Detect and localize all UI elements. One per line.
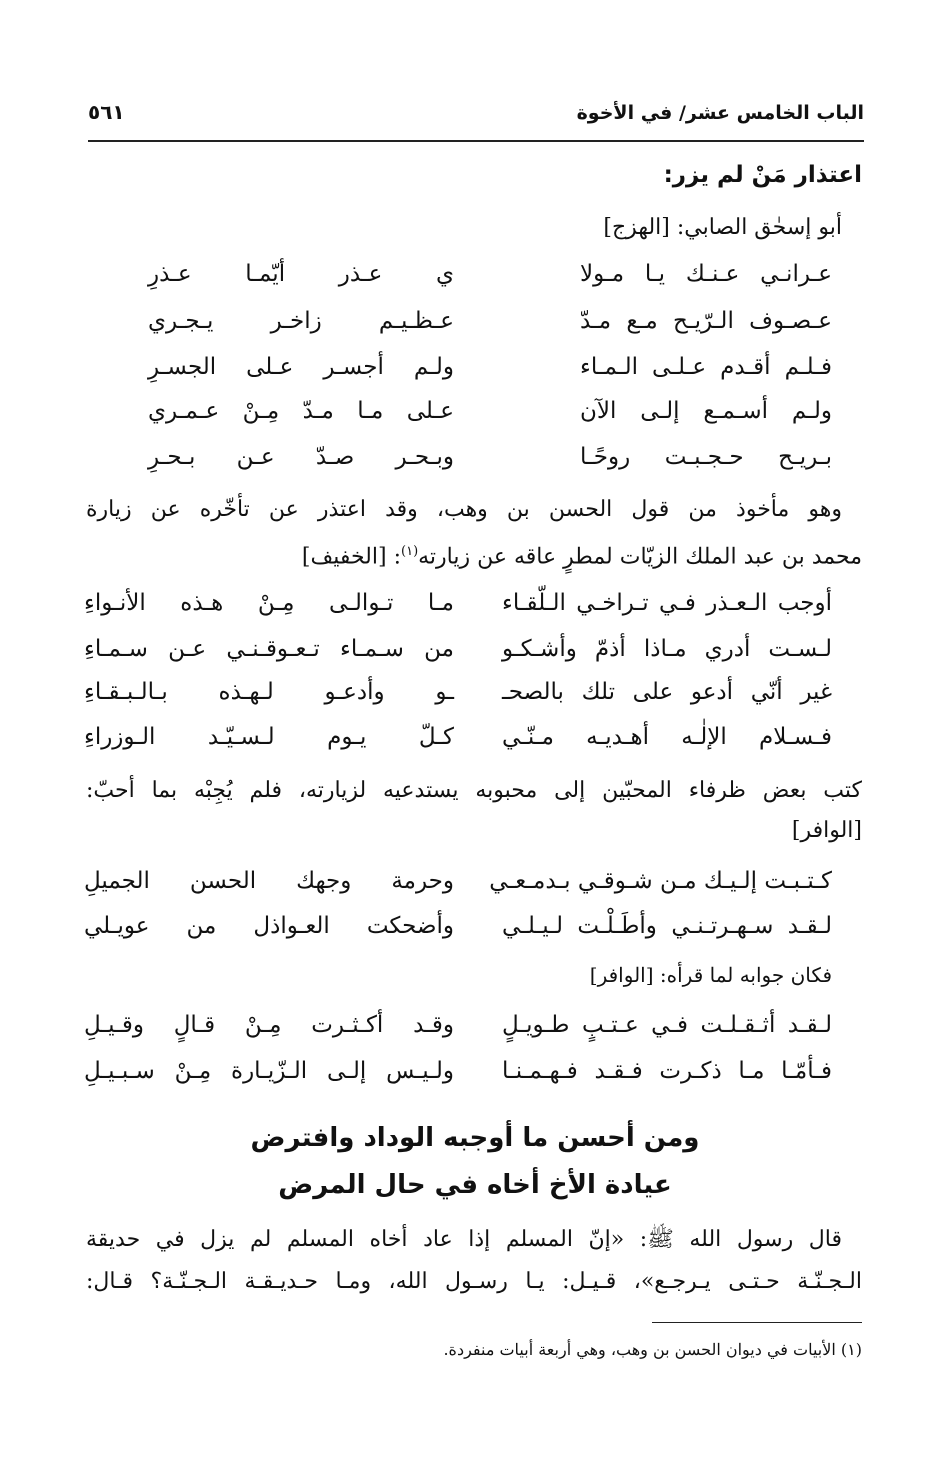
page-number: ٥٦١ — [88, 100, 125, 124]
running-title: الباب الخامس عشر/ في الأخوة — [576, 102, 864, 124]
verse-second-hemistich: ولـيـس إلـى الـزّيـارة مِـنْ سـبـيـلِ — [84, 1058, 454, 1084]
footnote-divider — [652, 1322, 862, 1323]
verse-second-hemistich: عـظـيـم زاخـر يـجـري — [148, 308, 454, 334]
prose-line — [86, 537, 862, 572]
verse-second-hemistich: وحرمة وجهك الحسن الجميلِ — [84, 868, 454, 894]
prose-line: الـجـنّـة حـتـى يـرجـع»، قـيـل: يـا رسـول الله، ومـا حـديـقـة الـجـنّـة؟ قـال: — [86, 1269, 862, 1294]
section-heading: عيادة الأخ أخاه في حال المرض — [278, 1170, 672, 1200]
meter-label: : [الخفيف] — [301, 544, 401, 570]
verse-first-hemistich: عـصـوف الـرّيـح مـع مـدّ — [580, 308, 832, 334]
prose-text: محمد بن عبد الملك الزيّات لمطرٍ عاقه عن زيارته — [418, 544, 862, 570]
verse-first-hemistich: كـتـبـت إلـيـك مـن شـوقـي بـدمـعـي — [489, 868, 832, 894]
verse-second-hemistich: كـلّ يـوم لـسـيّـد الـوزراءِ — [84, 724, 454, 750]
page-header — [88, 100, 864, 142]
prose-line: وهو مأخوذ من قول الحسن بن وهب، وقد اعتذر عن تأخّره عن زيارة — [86, 497, 842, 522]
verse-second-hemistich: عـلى مـا مـدّ مِـنْ عـمـري — [148, 398, 454, 424]
verse-first-hemistich: فـأمّـا مـا ذكـرت فـقـد فـهـمـنـا — [502, 1058, 832, 1084]
verse-second-hemistich: ولـم أجسـر عـلى الجسـرِ — [148, 354, 454, 380]
verse-first-hemistich: فـسـلام الإلٰـه أهـديـه مـنّـي — [502, 724, 832, 750]
verse-first-hemistich: عـرانـي عـنـك يـا مـولا — [580, 261, 832, 287]
verse-first-hemistich: غير أنّي أدعو على تلك بالصحـ — [502, 679, 832, 705]
verse-first-hemistich: لـقـد سـهـرتـنـي وأطَـلْـت لـيـلـي — [502, 913, 832, 939]
verse-second-hemistich: وبـحـر صـدّ عـن بـحـرِ — [148, 444, 454, 470]
section-title: اعتذار مَنْ لم يزر: — [663, 162, 862, 188]
reply-intro: فكان جوابه لما قرأه: [الوافر] — [589, 963, 832, 987]
verse-first-hemistich: ولـم أسـمـع إلـى الآن — [580, 398, 832, 424]
verse-first-hemistich: أوجب الـعـذر فـي تـراخـي الـلّقـاء — [502, 590, 832, 616]
verse-second-hemistich: وقـد أكـثـرت مِـنْ قـالٍ وقـيـلِ — [84, 1012, 454, 1038]
verse-first-hemistich: لـسـت أدري مـاذا أذمّ وأشـكـو — [502, 636, 832, 662]
verse-first-hemistich: بـريـح حـجـبـت روحًـا — [580, 444, 832, 470]
verse-second-hemistich: مـا تـوالـى مِـنْ هـذه الأنـواءِ — [84, 590, 454, 616]
verse-first-hemistich: فـلـم أقـدم عـلـى الـمـاء — [580, 354, 832, 380]
meter-label: [الوافر] — [791, 818, 862, 843]
prose-line: قال رسول الله ﷺ: «إنّ المسلم إذا عاد أخاه المسلم لم يزل في حديقة — [86, 1227, 843, 1252]
prose-line: كتب بعض ظرفاء المحبّين إلى محبوبه يستدعيه لزيارته، فلم يُجِبْه بما أحبّ: — [86, 778, 862, 803]
footnote: (١) الأبيات في ديوان الحسن بن وهب، وهي أربعة أبيات منفردة. — [443, 1340, 862, 1359]
footnote-marker: (١) — [401, 544, 419, 559]
verse-second-hemistich: ـو وأدعـو لـهـذه بـالـبـقـاءِ — [84, 679, 454, 705]
section-heading: ومن أحسن ما أوجبه الوداد وافترض — [250, 1123, 700, 1153]
verse-second-hemistich: ي عـذر أيّمـا عـذرِ — [148, 261, 454, 287]
verse-first-hemistich: لـقـد أثـقـلـت فـي عـتـبٍ طـويـلٍ — [502, 1012, 832, 1038]
verse-second-hemistich: وأضحكت العـواذل من عويـلي — [84, 913, 454, 939]
poet-attribution: أبو إسحٰق الصابي: [الهزج] — [603, 215, 842, 240]
verse-second-hemistich: من سـمـاء تـعـوقـنـي عـن سـمـاءِ — [84, 636, 454, 662]
